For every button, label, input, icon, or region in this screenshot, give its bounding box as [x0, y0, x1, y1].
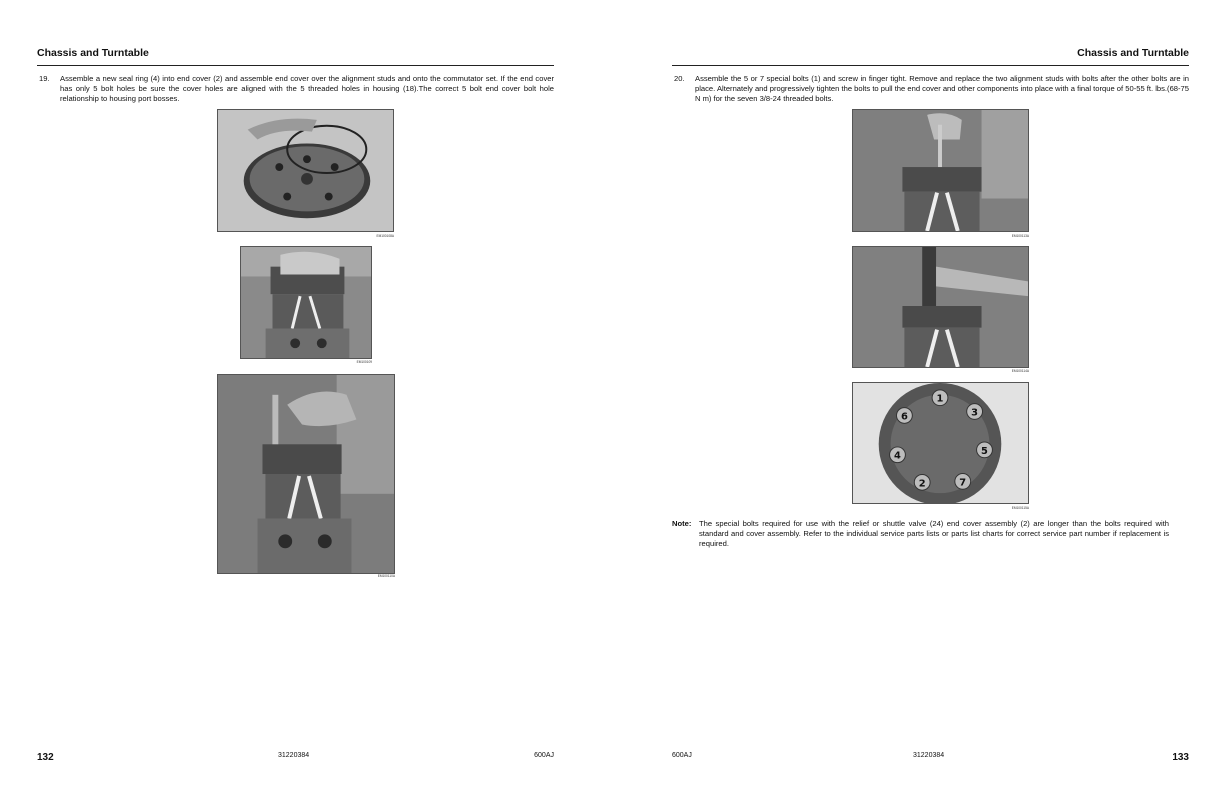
- bolt-label-3: 3: [971, 407, 979, 419]
- bolt-label-6: 6: [900, 411, 908, 423]
- bolt-label-2: 2: [918, 478, 926, 490]
- bolt-label-4: 4: [894, 450, 901, 462]
- note-block: [672, 519, 1189, 550]
- step-number: 19.: [39, 74, 50, 83]
- note-label: Note:: [672, 519, 692, 528]
- figure-end-cover-assembly: [240, 246, 372, 359]
- document-number: 31220384: [278, 752, 310, 759]
- page-number: 132: [37, 752, 54, 763]
- left-page-header: Chassis and Turntable: [37, 47, 554, 66]
- step-text: Assemble a new seal ring (4) into end cover (2) and assemble end cover over the alignment studs and onto the commutator set. If the end cover has only 5 bolt holes be sure the cover holes are aligned with the 5 threaded holes in housing (18).The correct 5 bolt end cover bolt hole relationship to housing port bosses.: [60, 74, 554, 104]
- right-page: [672, 0, 1189, 792]
- figure-bolt-installation: [217, 374, 395, 574]
- figure-caption: EM100114A: [1011, 369, 1029, 373]
- page-number: 133: [1172, 752, 1189, 763]
- note-text: The special bolts required for use with the relief or shuttle valve (24) end cover assembly (2) are longer than the bolts required with standard and cover assembly. Refer to the individual service parts lists or parts list charts for correct service part number if replacement is required.: [699, 519, 1169, 549]
- figure-bolt-torque-sequence: [852, 382, 1029, 504]
- figure-caption: EM100109: [356, 360, 372, 364]
- figure-finger-tight-bolts: [852, 109, 1029, 232]
- figure-caption: EM100113A: [1011, 234, 1029, 238]
- figure-caption: EM100110A: [377, 574, 395, 578]
- step-20: [672, 74, 1189, 105]
- step-text: Assemble the 5 or 7 special bolts (1) and screw in finger tight. Remove and replace the two alignment studs with bolts after the other bolts are in place. Alternately and progressively tighten the bolts to pull the end cover and other components into place with a final torque of 50-55 ft. lbs.(68-75 N m) for the seven 3/8-24 threaded bolts.: [695, 74, 1189, 104]
- figure-caption: EM100108A: [376, 234, 394, 238]
- bolt-label-7: 7: [959, 477, 967, 489]
- model-name: 600AJ: [672, 752, 692, 759]
- figure-torque-bolts: [852, 246, 1029, 368]
- right-page-header: Chassis and Turntable: [672, 47, 1189, 66]
- model-name: 600AJ: [534, 752, 554, 759]
- step-19: [37, 74, 554, 105]
- bolt-label-5: 5: [981, 445, 988, 457]
- right-page-footer: [672, 750, 1189, 766]
- document-number: 31220384: [913, 752, 945, 759]
- left-page: [37, 0, 554, 792]
- figure-end-cover-seal-ring: [217, 109, 394, 232]
- figure-caption: EM100115A: [1011, 506, 1029, 510]
- left-page-footer: [37, 750, 554, 766]
- bolt-label-1: 1: [936, 393, 944, 405]
- step-number: 20.: [674, 74, 685, 83]
